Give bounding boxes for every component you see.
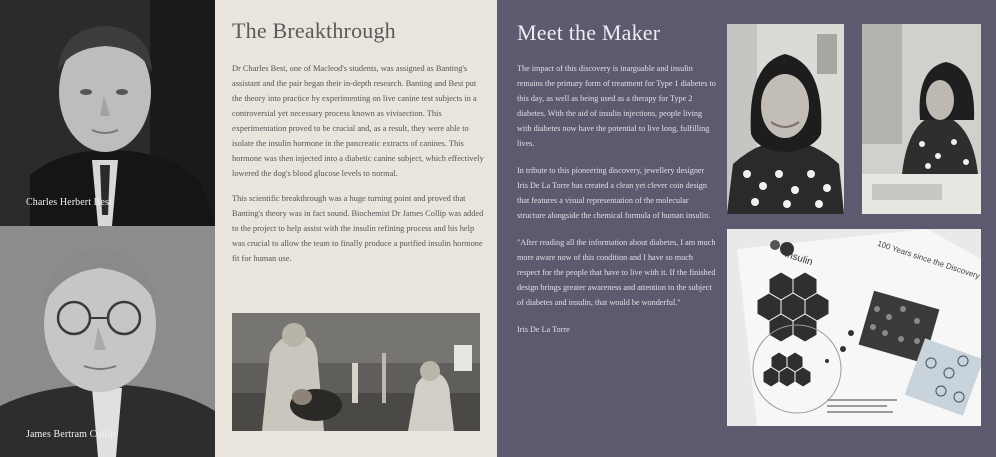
breakthrough-paragraph-1: Dr Charles Best, one of Macleod's students, was assigned as Banting's assistant and the pair began their in-depth research. Banting and Best put the theory into practice by experimenting on live canine test subjects in a controversial yet necessary process known as vivisection. This experimentation proved to be crucial and, as a result, they were able to isolate the insulin hormone in the pancreatic extracts of canines. This hormone was then injected into a diabetic canine subject, which effectively lowered the dog's blood glucose levels to normal. <box>232 64 484 178</box>
breakthrough-panel <box>215 0 497 457</box>
coin-design-sheet-photo <box>727 229 981 426</box>
caption-james-collip: James Bertram Collip <box>26 429 116 440</box>
maker-body <box>517 61 717 349</box>
lab-scene-image <box>232 313 480 431</box>
designer-working-photo <box>862 24 981 214</box>
breakthrough-paragraph-2: This scientific breakthrough was a huge turning point and proved that Banting's theory was in fact sound. Biochemist Dr James Collip was added to the project to help assist with the insulin refining process and his help was crucial to allow the team to finally produce a purified insulin hormone fit for human use. <box>232 194 484 263</box>
maker-attribution: Iris De La Torre <box>517 325 570 334</box>
designer-working-image <box>862 24 981 214</box>
portrait-collip-image <box>0 226 215 457</box>
designer-portrait-image <box>727 24 844 214</box>
maker-paragraph-1: The impact of this discovery is inarguable and insulin remains the primary form of treatment for Type 1 diabetes to this day, as well as being used as a therapy for Type 2 diabetes. With the aid of insulin injections, people living with diabetes now have the potential to live long, fulfilling lives. <box>517 64 716 148</box>
maker-paragraph-2: In tribute to this pioneering discovery, jewellery designer Iris De La Torre has created a clean yet clever coin design that features a visual representation of the molecular structure alongside the chemical formula of human insulin. <box>517 166 711 220</box>
breakthrough-body <box>232 61 484 276</box>
coin-sheet-heading: 100 Years since the Discovery <box>876 239 981 281</box>
caption-charles-best: Charles Herbert Best <box>26 197 112 208</box>
portrait-charles-best <box>0 0 215 226</box>
portrait-best-image <box>0 0 215 226</box>
coin-sheet-insulin-label: insulin <box>783 249 814 269</box>
portrait-column <box>0 0 215 457</box>
designer-portrait-photo <box>727 24 844 214</box>
breakthrough-title: The Breakthrough <box>232 18 396 43</box>
maker-panel <box>497 0 996 457</box>
portrait-james-collip <box>0 226 215 457</box>
coin-design-sheet-image <box>727 229 981 426</box>
lab-scene-illustration <box>232 313 480 431</box>
maker-title: Meet the Maker <box>517 20 661 45</box>
maker-quote: "After reading all the information about diabetes, I am much more aware now of this condition and I have so much respect for the people that have to live with it. If the finished design brings greater awareness and attention to the subject of diabetes and insulin, that would be wonderful." <box>517 238 716 307</box>
